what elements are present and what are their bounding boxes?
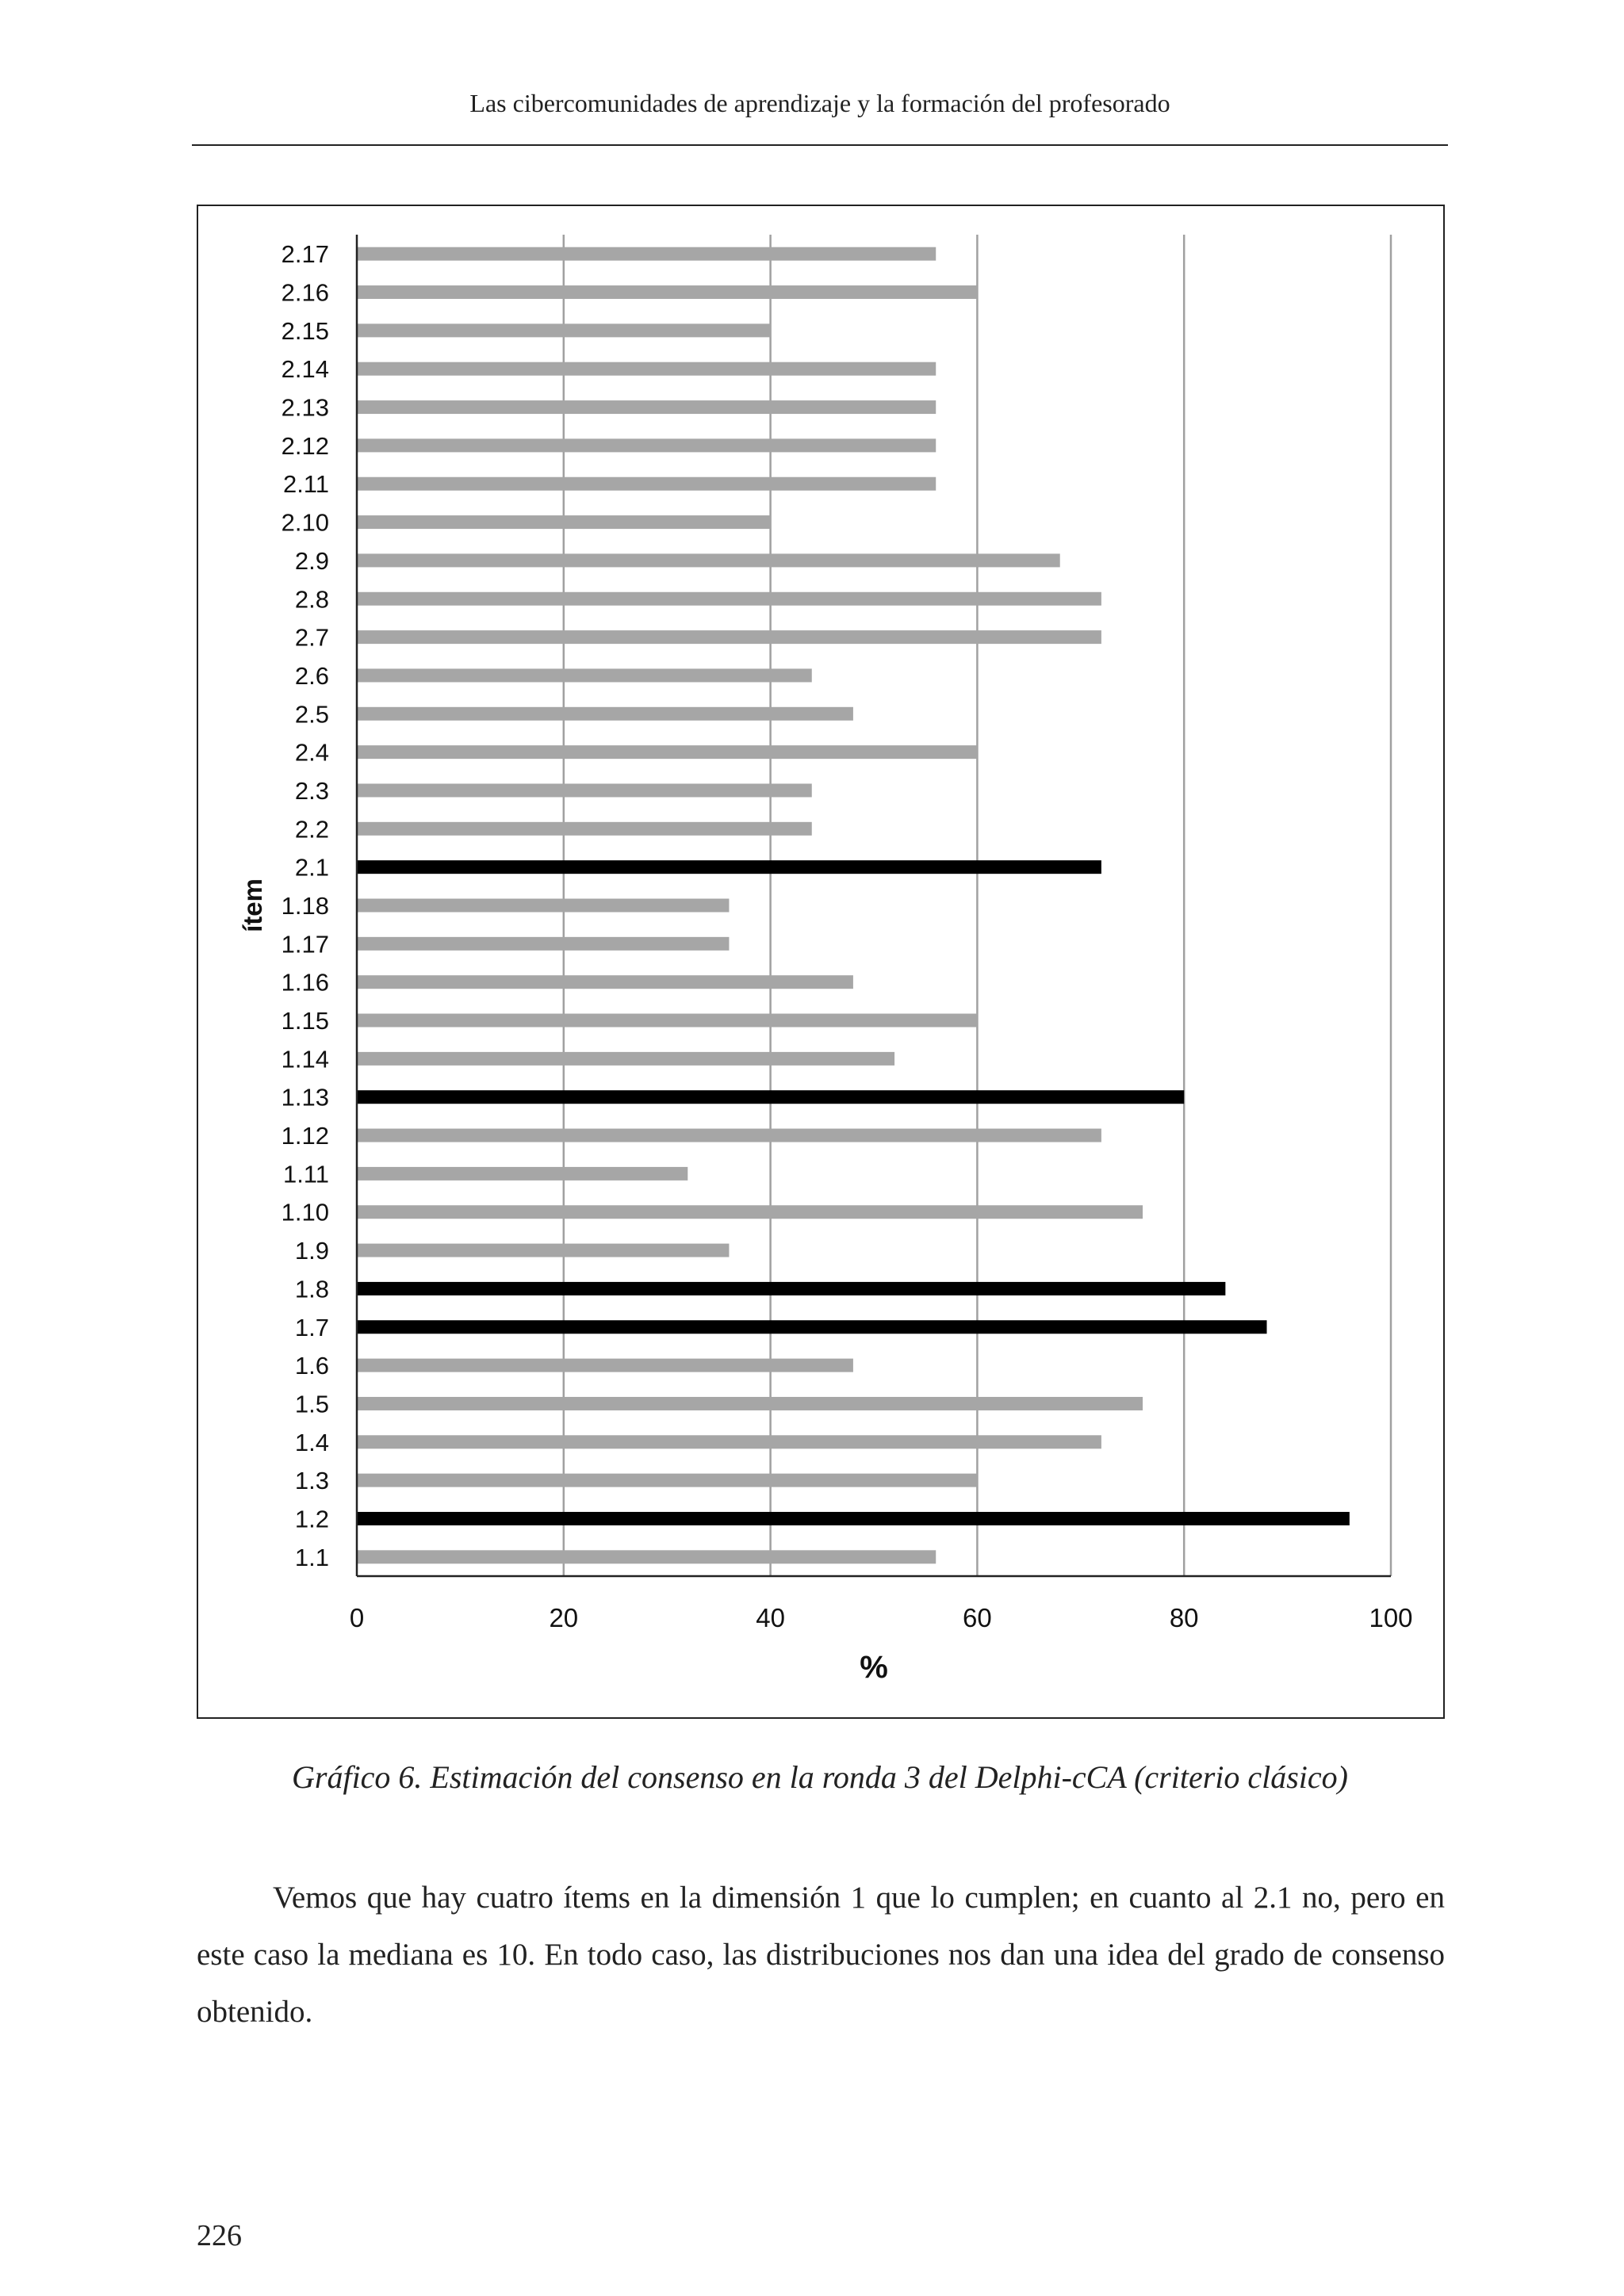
y-tick-label: 1.12 xyxy=(281,1122,329,1150)
bar-2-10 xyxy=(357,515,771,529)
y-tick-label: 1.3 xyxy=(294,1467,329,1495)
body-text xyxy=(197,1869,1445,2041)
y-tick-label: 2.17 xyxy=(281,240,329,269)
y-tick-label: 2.16 xyxy=(281,278,329,307)
page-number: 226 xyxy=(197,2219,242,2252)
bar-1-13 xyxy=(357,1090,1184,1104)
y-axis-title: ítem xyxy=(238,878,267,932)
y-tick-label: 1.10 xyxy=(281,1198,329,1226)
x-tick-label: 80 xyxy=(1169,1603,1199,1632)
bar-1-14 xyxy=(357,1052,894,1066)
y-tick-label: 2.11 xyxy=(282,470,329,499)
bar-1-12 xyxy=(357,1129,1101,1142)
bar-1-3 xyxy=(357,1474,977,1487)
y-tick-label: 2.15 xyxy=(281,316,329,345)
y-tick-label: 1.18 xyxy=(281,892,329,920)
y-tick-label: 2.14 xyxy=(281,355,329,384)
bar-2-1 xyxy=(357,860,1101,874)
bar-2-8 xyxy=(357,592,1101,606)
y-tick-label: 2.9 xyxy=(294,546,329,575)
y-tick-label: 1.5 xyxy=(294,1390,329,1418)
y-tick-label: 2.7 xyxy=(294,623,329,652)
bar-2-14 xyxy=(357,362,936,376)
y-tick-label: 2.5 xyxy=(294,700,329,729)
body-paragraph: Vemos que hay cuatro ítems en la dimensión 1 que lo cumplen; en cuanto al 2.1 no, pero en este caso la mediana es 10. En todo caso, las distribuciones nos dan una idea del grado de consenso obtenido. xyxy=(197,1881,1445,2029)
bar-1-11 xyxy=(357,1167,688,1181)
x-tick-label: 40 xyxy=(756,1603,785,1632)
bar-2-2 xyxy=(357,822,812,836)
x-tick-label: 60 xyxy=(963,1603,992,1632)
y-tick-label: 1.13 xyxy=(281,1083,329,1112)
x-tick-label: 0 xyxy=(349,1603,365,1632)
y-tick-label: 2.6 xyxy=(294,661,329,690)
bar-1-10 xyxy=(357,1205,1143,1219)
x-tick-label: 100 xyxy=(1369,1603,1413,1632)
y-tick-label: 2.13 xyxy=(281,393,329,422)
bar-2-11 xyxy=(357,477,936,491)
y-tick-label: 1.11 xyxy=(282,1160,329,1188)
bar-1-9 xyxy=(357,1244,729,1257)
bar-2-13 xyxy=(357,400,936,414)
bar-2-7 xyxy=(357,630,1101,644)
y-tick-label: 1.14 xyxy=(281,1045,329,1073)
y-tick-label: 2.2 xyxy=(294,815,329,844)
y-tick-label: 2.8 xyxy=(294,585,329,614)
bar-1-17 xyxy=(357,937,729,951)
bar-1-16 xyxy=(357,975,853,989)
bar-1-6 xyxy=(357,1359,853,1372)
y-tick-label: 2.3 xyxy=(294,776,329,805)
y-tick-label: 2.10 xyxy=(281,508,329,537)
bar-1-7 xyxy=(357,1320,1267,1334)
bar-2-4 xyxy=(357,745,977,759)
y-tick-label: 2.1 xyxy=(294,853,329,882)
bar-1-4 xyxy=(357,1435,1101,1448)
y-tick-label: 1.7 xyxy=(294,1313,329,1341)
x-axis-title: % xyxy=(860,1650,888,1685)
y-tick-label: 2.4 xyxy=(294,738,329,767)
y-tick-label: 1.15 xyxy=(281,1007,329,1035)
bar-2-16 xyxy=(357,285,977,299)
y-tick-label: 2.12 xyxy=(281,431,329,460)
bar-1-8 xyxy=(357,1282,1225,1295)
bar-1-2 xyxy=(357,1512,1350,1525)
y-tick-label: 1.6 xyxy=(294,1352,329,1380)
figure-caption: Gráfico 6. Estimación del consenso en la ronda 3 del Delphi-cCA (criterio clásico) xyxy=(292,1759,1348,1795)
bar-2-15 xyxy=(357,323,771,337)
bar-2-12 xyxy=(357,438,936,452)
bar-2-9 xyxy=(357,553,1060,567)
bar-1-18 xyxy=(357,899,729,913)
bar-2-17 xyxy=(357,247,936,261)
bar-1-5 xyxy=(357,1397,1143,1410)
y-tick-label: 1.2 xyxy=(294,1505,329,1533)
x-tick-label: 20 xyxy=(549,1603,579,1632)
bar-1-1 xyxy=(357,1550,936,1563)
bar-1-15 xyxy=(357,1014,977,1027)
bar-2-3 xyxy=(357,783,812,797)
y-tick-label: 1.16 xyxy=(281,968,329,997)
y-tick-label: 1.17 xyxy=(281,930,329,959)
y-tick-label: 1.1 xyxy=(294,1543,329,1571)
running-header: Las cibercomunidades de aprendizaje y la formación del profesorado xyxy=(469,89,1170,117)
y-tick-label: 1.8 xyxy=(294,1275,329,1303)
y-tick-label: 1.4 xyxy=(294,1428,329,1456)
bar-2-5 xyxy=(357,707,853,721)
y-tick-label: 1.9 xyxy=(294,1237,329,1265)
bar-2-6 xyxy=(357,668,812,682)
